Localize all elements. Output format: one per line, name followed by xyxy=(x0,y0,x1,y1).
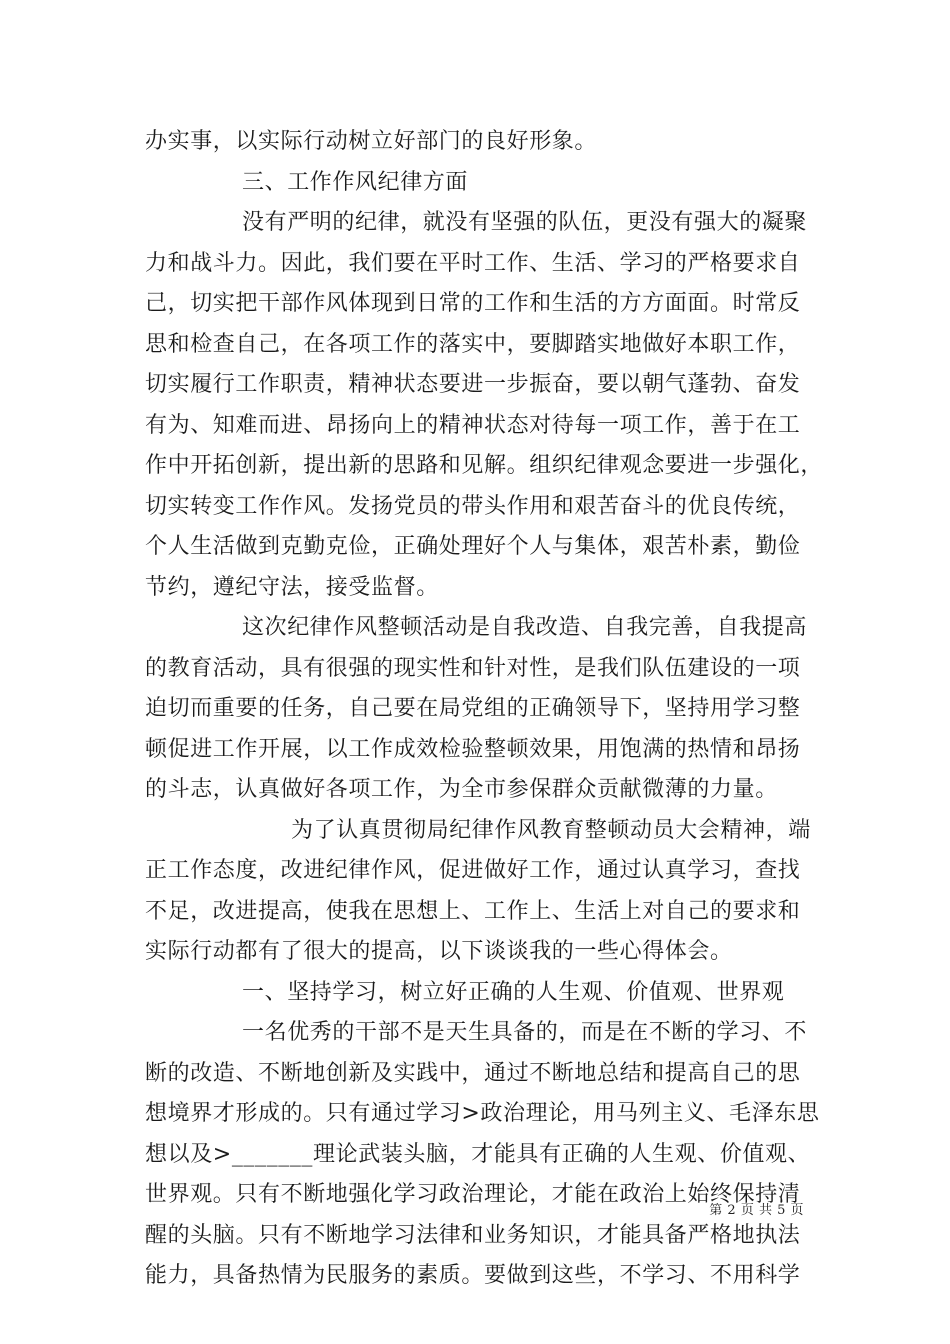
section-heading-3: 三、工作作风纪律方面 xyxy=(242,169,469,195)
text-line: 顿促进工作开展，以工作成效检验整顿效果，用饱满的热情和昂扬 xyxy=(145,736,801,762)
text-line: 切实履行工作职责，精神状态要进一步振奋，要以朝气蓬勃、奋发 xyxy=(145,372,801,397)
paragraph-start: 为了认真贯彻局纪律作风教育整顿动员大会精神，端 xyxy=(291,817,811,843)
text-line: 思和检查自己，在各项工作的落实中，要脚踏实地做好本职工作， xyxy=(145,331,801,357)
text-line: 节约，遵纪守法，接受监督。 xyxy=(145,574,439,600)
text-line: 己，切实把干部作风体现到日常的工作和生活的方方面面。时常反 xyxy=(145,291,801,316)
text-line: 办实事，以实际行动树立好部门的良好形象。 xyxy=(145,129,598,154)
text-line: 个人生活做到克勤克俭，正确处理好个人与集体，艰苦朴素，勤俭 xyxy=(145,534,801,559)
section-heading-1: 一、坚持学习，树立好正确的人生观、价值观、世界观 xyxy=(242,979,785,1005)
paragraph-start: 没有严明的纪律，就没有坚强的队伍，更没有强大的凝聚 xyxy=(242,210,808,235)
text-line: 的教育活动，具有很强的现实性和针对性，是我们队伍建设的一项 xyxy=(145,655,801,681)
paragraph-start: 这次纪律作风整顿活动是自我改造、自我完善，自我提高 xyxy=(242,615,808,640)
page-number-footer: 第 2 页 共 5 页 xyxy=(709,1203,804,1218)
text-line: 正工作态度，改进纪律作风，促进做好工作，通过认真学习，查找 xyxy=(145,858,801,883)
document-body xyxy=(145,122,824,1297)
text-line: 的斗志，认真做好各项工作，为全市参保群众贡献微薄的力量。 xyxy=(145,777,778,802)
text-line: 世界观。只有不断地强化学习政治理论，才能在政治上始终保持清 xyxy=(145,1182,801,1207)
text-line: 想境界才形成的。只有通过学习>政治理论，用马列主义、毛泽东思 xyxy=(145,1101,820,1126)
text-line: 不足，改进提高，使我在思想上、工作上、生活上对自己的要求和 xyxy=(145,898,801,924)
text-line: 实际行动都有了很大的提高，以下谈谈我的一些心得体会。 xyxy=(145,939,733,964)
text-line: 想以及>_______理论武装头脑，才能具有正确的人生观、价值观、 xyxy=(145,1141,811,1167)
text-line: 断的改造、不断地创新及实践中，通过不断地总结和提高自己的思 xyxy=(145,1060,801,1086)
text-line: 迫切而重要的任务，自己要在局党组的正确领导下，坚持用学习整 xyxy=(145,696,801,721)
text-line: 作中开拓创新，提出新的思路和见解。组织纪律观念要进一步强化， xyxy=(145,453,824,478)
text-line: 有为、知难而进、昂扬向上的精神状态对待每一项工作，善于在工 xyxy=(145,412,801,438)
text-line: 力和战斗力。因此，我们要在平时工作、生活、学习的严格要求自 xyxy=(145,250,801,276)
text-line: 切实转变工作作风。发扬党员的带头作用和艰苦奋斗的优良传统， xyxy=(145,493,801,519)
paragraph-start: 一名优秀的干部不是天生具备的，而是在不断的学习、不 xyxy=(242,1020,808,1045)
text-line: 醒的头脑。只有不断地学习法律和业务知识，才能具备严格地执法 xyxy=(145,1222,801,1248)
text-line: 能力，具备热情为民服务的素质。要做到这些，不学习、不用科学 xyxy=(145,1263,801,1288)
